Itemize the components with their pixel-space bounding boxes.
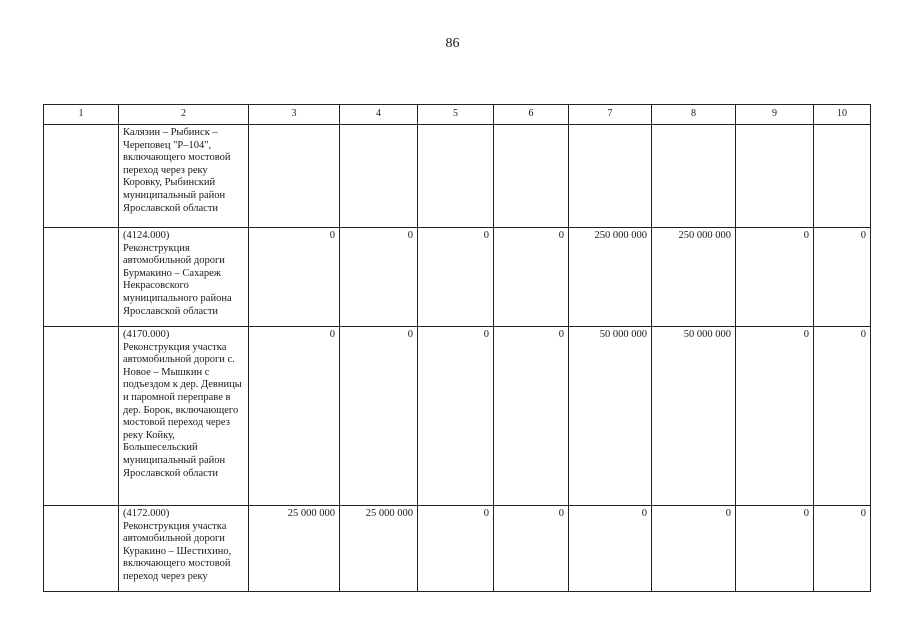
object-name: Калязин – Рыбинск – Череповец "Р–104", включающего мостовой переход через реку Коровку, Рыбинский муниципальный район Ярославской области: [123, 127, 231, 214]
value-cell: [418, 125, 494, 228]
value-cell: 0: [736, 327, 814, 506]
value-cell: 50 000 000: [569, 327, 652, 506]
object-code: (4170.000): [123, 329, 170, 340]
value-cell: 0: [736, 506, 814, 592]
table-row: [44, 228, 871, 327]
object-name-cell: [119, 327, 249, 506]
value-cell: 0: [249, 228, 340, 327]
value-cell: 0: [340, 228, 418, 327]
page-number: 86: [445, 36, 460, 51]
value-cell: 25 000 000: [249, 506, 340, 592]
value-cell: 0: [249, 327, 340, 506]
table-row: [44, 506, 871, 592]
budget-table: [43, 104, 871, 592]
object-name-cell: [119, 125, 249, 228]
value-cell: [340, 125, 418, 228]
value-cell: [652, 125, 736, 228]
header-cell: 7: [569, 105, 652, 125]
value-cell: 0: [814, 506, 871, 592]
object-name: Реконструкция участка автомобильной дороги с. Новое – Мышкин с подъездом к дер. Девницы и паромной переправе в дер. Борок, включающего мостовой переход через реку Койку, Большесельский муниципальный район Ярославской области: [123, 341, 242, 479]
value-cell: [736, 125, 814, 228]
value-cell: 250 000 000: [652, 228, 736, 327]
object-name: Реконструкция автомобильной дороги Бурмакино – Сахареж Некрасовского муниципального района Ярославской области: [123, 242, 232, 317]
value-cell: 250 000 000: [569, 228, 652, 327]
value-cell: 0: [418, 506, 494, 592]
value-cell: [569, 125, 652, 228]
row-index-cell: [44, 228, 119, 327]
header-cell: 2: [119, 105, 249, 125]
header-cell: 1: [44, 105, 119, 125]
object-code: (4124.000): [123, 230, 170, 241]
value-cell: 0: [494, 327, 569, 506]
table-row: [44, 327, 871, 506]
header-cell: 4: [340, 105, 418, 125]
value-cell: 0: [814, 228, 871, 327]
value-cell: 0: [418, 228, 494, 327]
value-cell: 0: [814, 327, 871, 506]
value-cell: 0: [418, 327, 494, 506]
value-cell: [814, 125, 871, 228]
object-name-cell: [119, 228, 249, 327]
object-code: (4172.000): [123, 508, 170, 519]
header-row: [44, 105, 871, 125]
table-row: [44, 125, 871, 228]
header-cell: 10: [814, 105, 871, 125]
value-cell: [494, 125, 569, 228]
value-cell: 0: [340, 327, 418, 506]
header-cell: 5: [418, 105, 494, 125]
value-cell: 0: [569, 506, 652, 592]
value-cell: 0: [652, 506, 736, 592]
value-cell: 25 000 000: [340, 506, 418, 592]
row-index-cell: [44, 506, 119, 592]
object-name-cell: [119, 506, 249, 592]
header-cell: 9: [736, 105, 814, 125]
value-cell: 0: [494, 506, 569, 592]
object-name: Реконструкция участка автомобильной дороги Куракино – Шестихино, включающего мостовой переход через реку: [123, 520, 232, 582]
value-cell: 0: [494, 228, 569, 327]
value-cell: 50 000 000: [652, 327, 736, 506]
value-cell: 0: [736, 228, 814, 327]
row-index-cell: [44, 125, 119, 228]
header-cell: 6: [494, 105, 569, 125]
row-index-cell: [44, 327, 119, 506]
value-cell: [249, 125, 340, 228]
header-cell: 8: [652, 105, 736, 125]
header-cell: 3: [249, 105, 340, 125]
